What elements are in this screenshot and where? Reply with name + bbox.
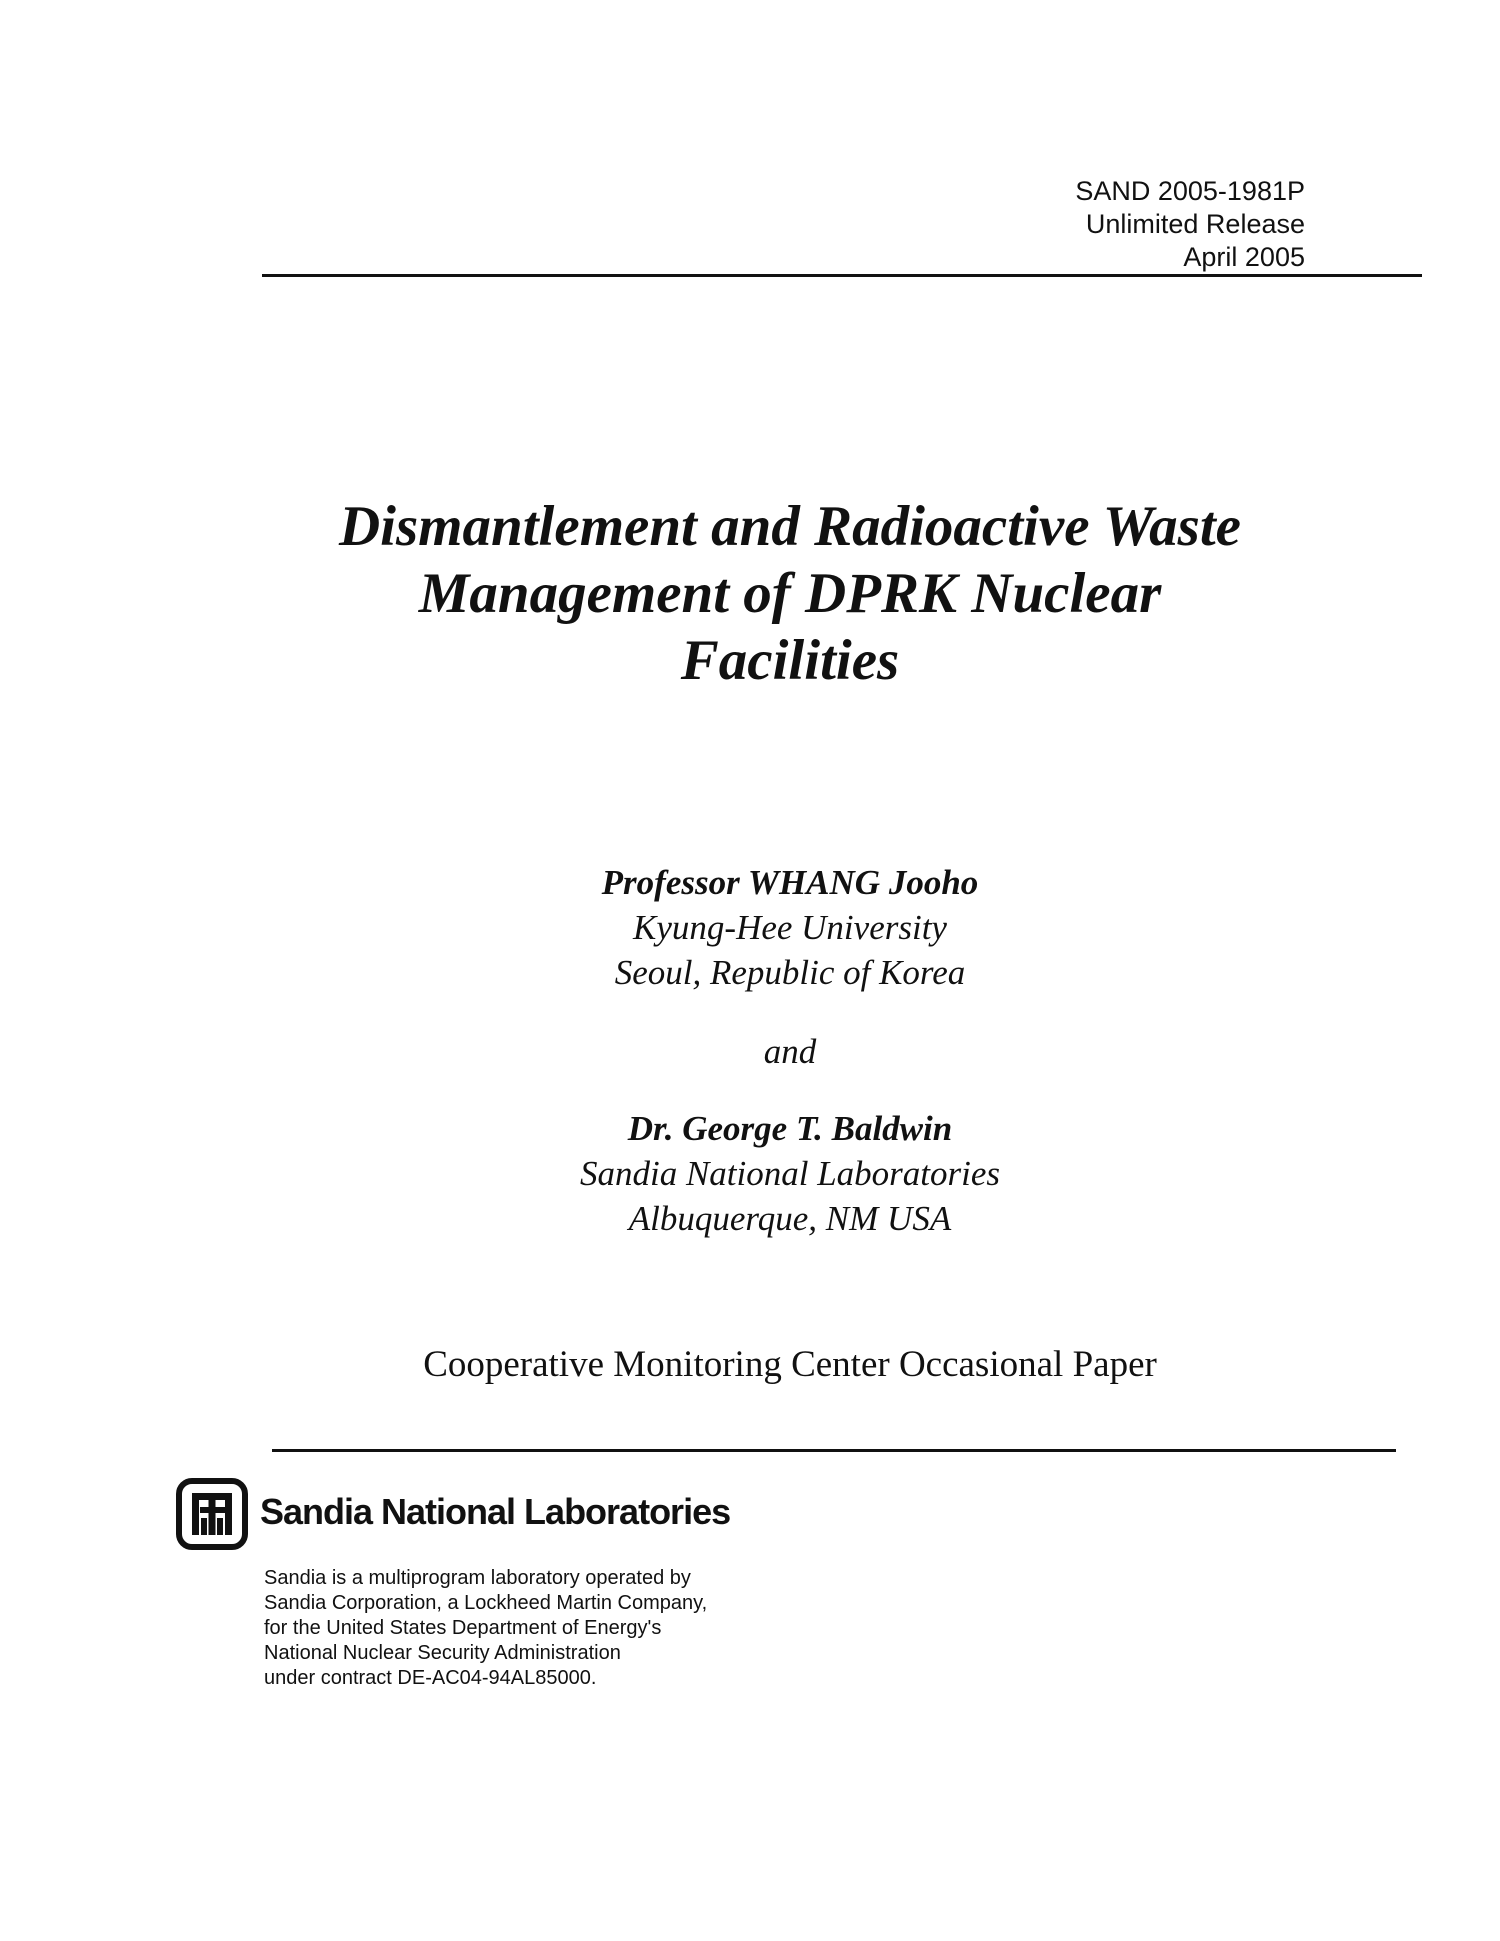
author-name: Dr. George T. Baldwin	[627, 1109, 953, 1148]
document-title	[200, 493, 1380, 694]
footer-divider	[272, 1449, 1396, 1452]
author-location: Albuquerque, NM USA	[628, 1199, 952, 1238]
disclaimer-line: Sandia is a multiprogram laboratory operated by	[264, 1567, 691, 1589]
lab-name: Sandia National Laboratories	[260, 1491, 731, 1532]
author-affiliation: Kyung-Hee University	[633, 908, 947, 947]
author-name: Professor WHANG Jooho	[601, 863, 979, 902]
author-conjunction: and	[763, 1032, 817, 1071]
author-location: Seoul, Republic of Korea	[614, 953, 966, 992]
author-affiliation: Sandia National Laboratories	[579, 1154, 1001, 1193]
sandia-thunderbird-logo-icon	[176, 1478, 248, 1550]
report-number: SAND 2005-1981P	[1075, 176, 1305, 206]
header-divider	[262, 274, 1422, 277]
disclaimer-line: National Nuclear Security Administration	[264, 1642, 621, 1664]
author-block	[390, 1106, 1190, 1241]
title-line: Management of DPRK Nuclear	[418, 562, 1162, 625]
title-line: Facilities	[680, 629, 900, 692]
release-status: Unlimited Release	[1085, 209, 1305, 239]
funding-disclaimer	[264, 1566, 707, 1691]
author-block	[390, 860, 1190, 995]
disclaimer-line: for the United States Department of Energy's	[264, 1617, 662, 1639]
disclaimer-line: under contract DE-AC04-94AL85000.	[264, 1667, 597, 1689]
report-info	[1075, 175, 1305, 274]
disclaimer-line: Sandia Corporation, a Lockheed Martin Company,	[264, 1592, 708, 1614]
paper-type: Cooperative Monitoring Center Occasional Paper	[423, 1344, 1157, 1385]
report-date: April 2005	[1183, 242, 1305, 272]
title-line: Dismantlement and Radioactive Waste	[339, 495, 1241, 558]
